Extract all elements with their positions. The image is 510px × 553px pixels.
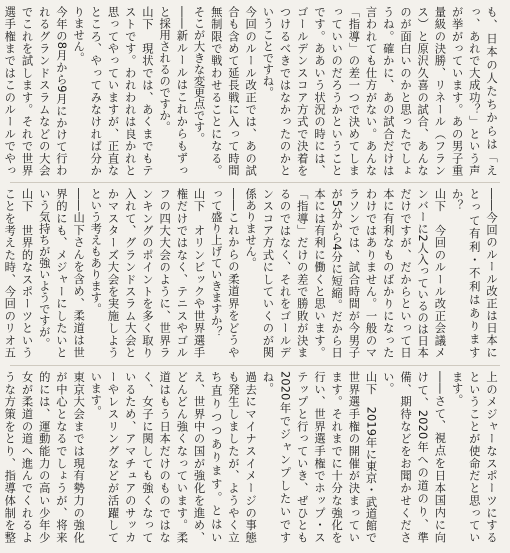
paragraph: ――これからの柔道界をどうやって盛り上げていきますか？ bbox=[209, 188, 240, 358]
paragraph: ――山下さんを含め、柔道は世界的にも、メジャーにしたいという気持ちが強いようですが。 bbox=[37, 188, 86, 358]
paragraph: ――新ルールはこれからもずっと採用されるのですか。 bbox=[158, 6, 189, 176]
text-tier-bottom bbox=[3, 371, 500, 543]
paragraph: 山下 オリンピックや世界選手権だけではなく、テニスやゴルフの四大大会のように、世界ランキングのポイントを多く取り入れて、グランドスラム大会とかマスターズ大会を実施しようという考えもあります。 bbox=[89, 188, 206, 358]
paragraph: 山下 現状では、あくまでもテストです。われわれは良かれと思ってやっていますが、正直なところ、やってみなければ分かりません。 bbox=[72, 6, 154, 176]
paragraph: ――今回のルール改正は日本にとって有利・不利はありますか？ bbox=[450, 188, 498, 358]
text-tier-middle bbox=[3, 188, 500, 358]
tier-divider bbox=[10, 365, 500, 366]
text-tier-top bbox=[3, 6, 500, 176]
paragraph: 今年の8月から9月にかけて行われるグランドスラムなどの大会でこれを試します。それで世界選手権まではこのルールでやっ bbox=[3, 6, 68, 176]
paragraph: 上のメジャーなスポーツにするということが使命だと思っています。 bbox=[450, 371, 498, 543]
paragraph: 山下 世界的なスポーツということを考えた時、今回のリオ五 bbox=[3, 188, 34, 358]
tier-divider bbox=[10, 182, 500, 183]
paragraph: 過去にマイナスイメージの事態も発生しましたが、ようやく立ち直りつつあります。とはいえ、世界中の国が強化を進め、どんどん強くなっています。柔道はもう日本だけのものではなく、女子に関しても強くなっているため、アマチュアのサッカーやレスリングなどが活躍しています。 bbox=[89, 371, 258, 543]
paragraph: 東京大会までは現有勢力の強化が中心となるでしょうが、将来的には、運動能力の高い少年少女が柔道の道へ進んでくれるような方策をとり、指導体制を整 bbox=[3, 371, 86, 543]
paragraph: 山下 2019年に東京・武道館で世界選手権の開催が決まっています。それまでに十分な強化を行い、世界選手権でホップ・ステップと行っていき、ぜひとも2020年でジャンプしたいですね。 bbox=[261, 371, 378, 543]
paragraph: も、日本の人たちからは「えっ、あれで大成功？」という声が挙がっています。あの男子重量級の決勝、リネール（フランス）と原沢久喜の試合、あんなのが面白いのかと思ったでしょうね。確かに、あの試合だけは言われても仕方がない。あんな「指導」の差一つで決めてしまっていいのだろうかということです。ああいう状況の時には、ゴールデンスコア方式で決着をつけるべきではなかったのかということですね。 bbox=[261, 6, 498, 176]
paragraph: 山下 今回のルール改正会議メンバーに2人入っているのは日本だけですが、だからといって日本に有利なものばかりになったわけではありません。一般のマラソンでは、試合時間が今男子が5分から4分に短縮。だから日本には有利に働くと思います。「指導」だけの差で勝敗が決まるのではなく、それをゴールデンスコア方式にしていくのが関係ありません。 bbox=[244, 188, 447, 358]
paragraph: 今回のルール改正では、あの試合も含めて延長戦に入って時間無制限で戦わせることになる。そこが大きな変更点です。 bbox=[192, 6, 258, 176]
paragraph: ――さて、視点を日本国内に向けて、2020年への道のり、準備、期待などをお聞かせください。 bbox=[381, 371, 447, 543]
